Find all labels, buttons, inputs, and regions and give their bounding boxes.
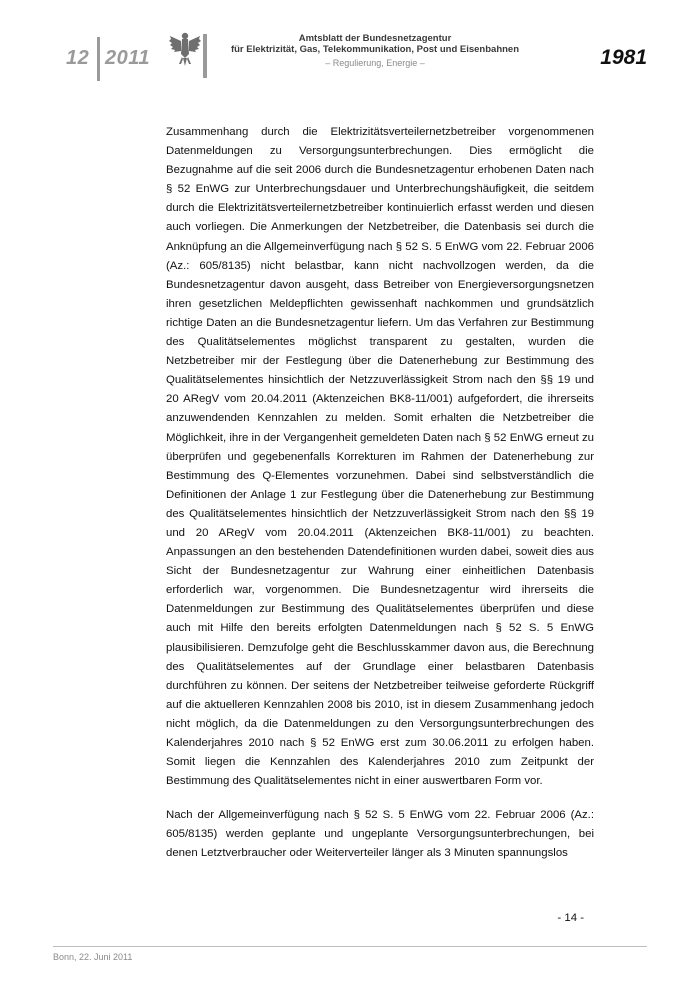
issue-number: 12 [66, 47, 90, 69]
gazette-title [230, 33, 520, 55]
body-paragraph: Zusammenhang durch die Elektrizitätsverteilernetzbetreiber vorgenommenen Datenmeldungen zu Versorgungsunterbrechungen. Dies ermöglicht die Bezugnahme auf die seit 2006 durch die Bundesnetzagentur erhobenen Daten nach § 52 EnWG zur Unterbrechungsdauer und Unterbrechungshäufigkeit, die seitdem durch die Elektrizitätsverteilernetzbetreiber kontinuierlich erfasst werden und diesen auch vorliegen. Die Anmerkungen der Netzbetreiber, die Datenbasis sei durch die Anknüpfung an die Allgemeinverfügung nach § 52 S. 5 EnWG vom 22. Februar 2006 (Az.: 605/8135) nicht belastbar, kann nicht nachvollzogen werden, da die Bundesnetzagentur davon ausgeht, dass Betreiber von Energieversorgungsnetzen ihren gesetzlichen Meldepflichten gewissenhaft nachkommen und grundsätzlich richtige Daten an die Bundesnetzagentur liefern. Um das Verfahren zur Bestimmung des Qualitätselementes möglichst transparent zu gestalten, wurden die Netzbetreiber mir der Festlegung über die Datenerhebung zur Bestimmung des Qualitätselementes hinsichtlich der Netzzuverlässigkeit Strom nach den §§ 19 und 20 ARegV vom 20.04.2011 (Aktenzeichen BK8-11/001) aufgefordert, die ihrerseits anzuwendenden Kennzahlen zu melden. Somit erhalten die Netzbetreiber die Möglichkeit, ihre in der Vergangenheit gemeldeten Daten nach § 52 EnWG erneut zu überprüfen und gegebenenfalls Korrekturen im Rahmen der Datenerhebung zur Bestimmung des Q-Elementes vorzunehmen. Dabei sind selbstverständlich die Definitionen der Anlage 1 zur Festlegung über die Datenerhebung zur Bestimmung des Qualitätselementes hinsichtlich der Netzzuverlässigkeit Strom nach den §§ 19 und 20 ARegV vom 20.04.2011 (Aktenzeichen BK8-11/001) zu beachten. Anpassungen an den bestehenden Datendefinitionen wurden dabei, soweit dies aus Sicht der Bundesnetzagentur zur Wahrung einer einheitlichen Datenbasis erforderlich war, vorgenommen. Die Bundesnetzagentur wird ihrerseits die Datenmeldungen zur Bestimmung des Qualitätselementes überprüfen und diese auch mit Hilfe den bereits erfolgten Datenmeldungen nach § 52 S. 5 EnWG plausibilisieren. Demzufolge geht die Beschlusskammer davon aus, die Berechnung des Qualitätselementes auf der Grundlage einer belastbaren Datenbasis durchführen zu können. Der seitens der Netzbetreiber teilweise geforderte Rückgriff auf die aktuelleren Kennzahlen 2008 bis 2010, ist in diesem Zusammenhang jedoch nicht möglich, da die Datenmeldungen zu den Versorgungsunterbrechungen des Kalenderjahres 2010 nach § 52 EnWG erst zum 30.06.2011 zu erfolgen haben. Somit liegen die Kennzahlen des Kalenderjahres 2010 zum Zeitpunkt der Bestimmung des Qualitätselementes nicht in einer auswertbaren Form vor. [166, 126, 594, 788]
header-divider [203, 34, 207, 78]
document-page-marker: - 14 - [557, 912, 584, 924]
footer-place-date: Bonn, 22. Juni 2011 [53, 952, 133, 962]
document-body [166, 123, 594, 864]
gazette-title-line: für Elektrizität, Gas, Telekommunikation, Post und Eisenbahnen [230, 44, 520, 55]
gazette-subtitle: – Regulierung, Energie – [325, 58, 425, 68]
body-paragraph: Nach der Allgemeinverfügung nach § 52 S. 5 EnWG vom 22. Februar 2006 (Az.: 605/8135) werden geplante und ungeplante Versorgungsunterbrechungen, bei denen Letztverbraucher oder Weiterverteiler länger als 3 Minuten spannungslos [166, 809, 594, 860]
gazette-page-number: 1981 [600, 46, 647, 69]
gazette-title-line: Amtsblatt der Bundesnetzagentur [298, 33, 452, 44]
federal-eagle-icon [168, 30, 202, 68]
issue-year: 2011 [105, 47, 151, 69]
header-divider [97, 37, 100, 81]
footer-divider [53, 946, 647, 947]
